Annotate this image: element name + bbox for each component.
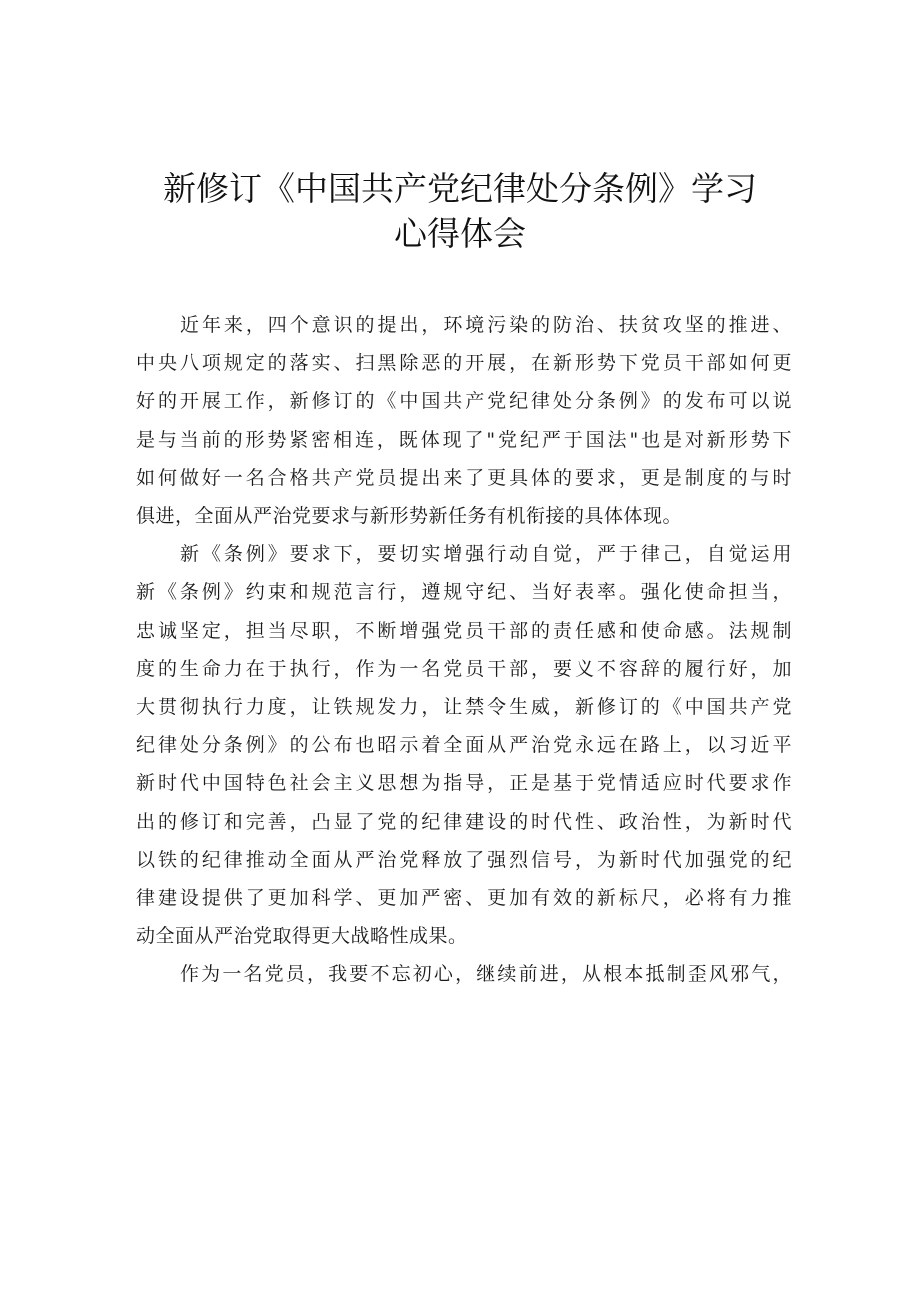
- text-line: 新《条例》要求下，要切实增强行动自觉，严于律己，自觉运用: [180, 543, 792, 566]
- text-line: 律建设提供了更加科学、更加严密、更加有效的新标尺，必将有力推: [136, 887, 792, 910]
- text-line: 新《条例》约束和规范言行，遵规守纪、当好表率。强化使命担当，: [136, 581, 792, 604]
- text-line: 动全面从严治党取得更大战略性成果。: [136, 925, 468, 948]
- paragraph-3: [136, 955, 792, 993]
- text-line: 好的开展工作，新修订的《中国共产党纪律处分条例》的发布可以说: [136, 390, 792, 413]
- title-line: 心得体会: [394, 214, 526, 253]
- text-line: 作为一名党员，我要不忘初心，继续前进，从根本抵制歪风邪气，: [180, 963, 792, 986]
- paragraph-1: [136, 306, 792, 535]
- title-line: 新修订《中国共产党纪律处分条例》学习: [163, 169, 757, 208]
- document-title: [100, 166, 820, 256]
- text-line: 忠诚坚定，担当尽职，不断增强党员干部的责任感和使命感。法规制: [136, 619, 792, 642]
- paragraph-2: [136, 535, 792, 955]
- text-line: 大贯彻执行力度，让铁规发力，让禁令生威，新修订的《中国共产党: [136, 696, 792, 719]
- text-line: 近年来，四个意识的提出，环境污染的防治、扶贫攻坚的推进、: [180, 314, 792, 336]
- text-line: 是与当前的形势紧密相连，既体现了"党纪严于国法"也是对新形势下: [136, 428, 792, 451]
- text-line: 纪律处分条例》的公布也昭示着全面从严治党永远在路上，以习近平: [136, 734, 792, 757]
- document-body: [136, 306, 792, 994]
- text-line: 度的生命力在于执行，作为一名党员干部，要义不容辞的履行好，加: [136, 657, 792, 680]
- text-line: 出的修订和完善，凸显了党的纪律建设的时代性、政治性，为新时代: [136, 810, 792, 833]
- text-line: 如何做好一名合格共产党员提出来了更具体的要求，更是制度的与时: [136, 466, 792, 489]
- text-line: 以铁的纪律推动全面从严治党释放了强烈信号，为新时代加强党的纪: [136, 848, 792, 871]
- text-line: 新时代中国特色社会主义思想为指导，正是基于党情适应时代要求作: [136, 772, 792, 795]
- text-line: 俱进，全面从严治党要求与新形势新任务有机衔接的具体体现。: [136, 505, 683, 528]
- text-line: 中央八项规定的落实、扫黑除恶的开展，在新形势下党员干部如何更: [136, 352, 792, 375]
